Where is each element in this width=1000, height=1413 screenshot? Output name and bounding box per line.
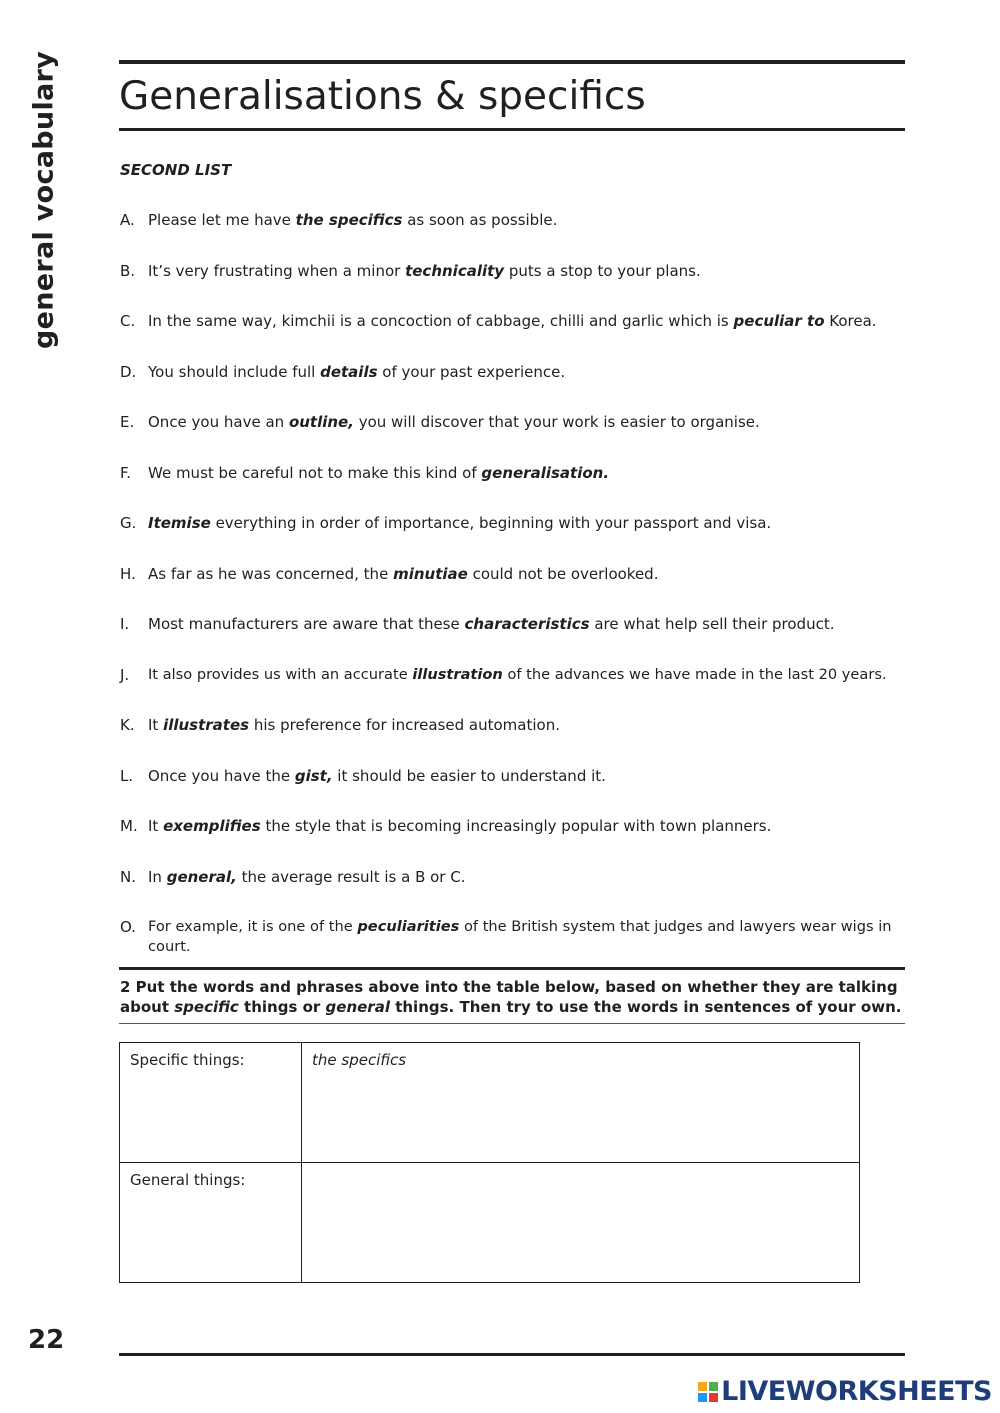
sentence-text: As far as he was concerned, the minutiae could not be overlooked. xyxy=(148,564,659,583)
key-term: illustrates xyxy=(163,716,250,734)
logo-square xyxy=(698,1393,707,1402)
sentence-letter: E. xyxy=(120,413,135,431)
sentence-item xyxy=(120,766,910,817)
sentence-text: It also provides us with an accurate illustration of the advances we have made in the last 20 years. xyxy=(148,665,887,683)
sentence-letter: D. xyxy=(120,362,137,381)
sentence-text: In general, the average result is a B or C. xyxy=(148,867,466,886)
key-term: exemplifies xyxy=(163,817,261,835)
sentence-item xyxy=(120,564,910,615)
key-term: peculiar to xyxy=(733,312,825,330)
logo-square xyxy=(709,1382,718,1391)
title-rule xyxy=(119,128,905,131)
page-number: 22 xyxy=(28,1325,65,1355)
general-things-label: General things: xyxy=(120,1163,302,1283)
sentence-letter: H. xyxy=(120,564,136,583)
specific-things-label: Specific things: xyxy=(120,1043,302,1163)
key-term: the specifics xyxy=(295,211,403,229)
sentence-text: We must be careful not to make this kind of generalisation. xyxy=(148,463,610,482)
instruction-bottom-rule xyxy=(119,1023,905,1024)
key-term: technicality xyxy=(405,261,505,280)
sentence-item xyxy=(120,917,910,968)
sentence-text: Most manufacturers are aware that these characteristics are what help sell their product. xyxy=(148,615,835,633)
logo-square xyxy=(698,1382,707,1391)
task-instruction: 2 Put the words and phrases above into the table below, based on whether they are talking about specific things or general things. Then try to use the words in sentences of your own. xyxy=(120,978,902,1016)
liveworksheets-brand[interactable] xyxy=(698,1376,992,1407)
page-title: Generalisations & specifics xyxy=(119,74,646,119)
key-term: characteristics xyxy=(464,615,590,633)
answer-table xyxy=(119,1042,860,1283)
sentence-text: Once you have the gist, it should be easier to understand it. xyxy=(148,766,606,785)
table-row xyxy=(120,1163,860,1283)
key-term: gist, xyxy=(294,766,333,785)
sentence-text: In the same way, kimchii is a concoction of cabbage, chilli and garlic which is peculiar to Korea. xyxy=(148,312,877,330)
instruction-top-rule xyxy=(119,967,905,970)
key-term: outline, xyxy=(288,413,354,431)
sentence-letter: J. xyxy=(120,665,130,684)
sentence-item xyxy=(120,867,910,918)
sentence-item xyxy=(120,463,910,514)
sentence-item xyxy=(120,715,910,766)
key-term: generalisation. xyxy=(481,463,610,482)
sentence-list xyxy=(120,210,910,968)
emphasis-specific: specific xyxy=(174,998,239,1016)
sentence-text: It exemplifies the style that is becoming increasingly popular with town planners. xyxy=(148,817,772,835)
sentence-letter: L. xyxy=(120,766,134,785)
general-things-answer-cell[interactable] xyxy=(302,1163,860,1283)
sentence-text: Please let me have the specifics as soon as possible. xyxy=(148,211,558,229)
bottom-rule xyxy=(119,1353,905,1356)
sentence-item xyxy=(120,311,910,362)
sentence-item xyxy=(120,614,910,665)
sentence-letter: N. xyxy=(120,867,136,886)
sentence-letter: M. xyxy=(120,817,138,835)
brand-name: LIVEWORKSHEETS xyxy=(721,1376,992,1407)
sentence-text: For example, it is one of the peculiarities of the British system that judges and lawyers wear wigs in court. xyxy=(148,918,892,955)
sentence-letter: C. xyxy=(120,312,136,330)
sentence-text: Once you have an outline, you will discover that your work is easier to organise. xyxy=(148,413,760,431)
sentence-letter: G. xyxy=(120,514,137,532)
key-term: peculiarities xyxy=(357,918,460,935)
sentence-item xyxy=(120,412,910,463)
sentence-text: You should include full details of your past experience. xyxy=(148,362,566,381)
sentence-item xyxy=(120,816,910,867)
sentence-text: It’s very frustrating when a minor technicality puts a stop to your plans. xyxy=(148,261,701,280)
logo-square xyxy=(709,1393,718,1402)
key-term: illustration xyxy=(412,665,503,683)
key-term: general, xyxy=(166,867,237,886)
emphasis-general: general xyxy=(325,998,390,1016)
sentence-item xyxy=(120,513,910,564)
sentence-letter: F. xyxy=(120,463,131,482)
sentence-letter: B. xyxy=(120,261,136,280)
section-side-label: general vocabulary xyxy=(28,50,60,350)
sentence-letter: I. xyxy=(120,615,130,633)
specific-things-answer-cell[interactable]: the specifics xyxy=(302,1043,860,1163)
sentence-letter: A. xyxy=(120,211,135,229)
sentence-item xyxy=(120,261,910,312)
sentence-letter: K. xyxy=(120,716,135,734)
table-row xyxy=(120,1043,860,1163)
top-rule xyxy=(119,60,905,64)
sentence-item xyxy=(120,362,910,413)
sentence-text: Itemise everything in order of importance, beginning with your passport and visa. xyxy=(148,514,772,532)
sentence-letter: O. xyxy=(120,918,136,936)
list-heading: SECOND LIST xyxy=(120,161,232,179)
liveworksheets-logo-icon xyxy=(698,1382,718,1402)
sentence-item xyxy=(120,665,910,716)
key-term: Itemise xyxy=(148,514,211,532)
sentence-text: It illustrates his preference for increased automation. xyxy=(148,716,560,734)
key-term: minutiae xyxy=(393,564,468,583)
key-term: details xyxy=(320,362,378,381)
sentence-item xyxy=(120,210,910,261)
